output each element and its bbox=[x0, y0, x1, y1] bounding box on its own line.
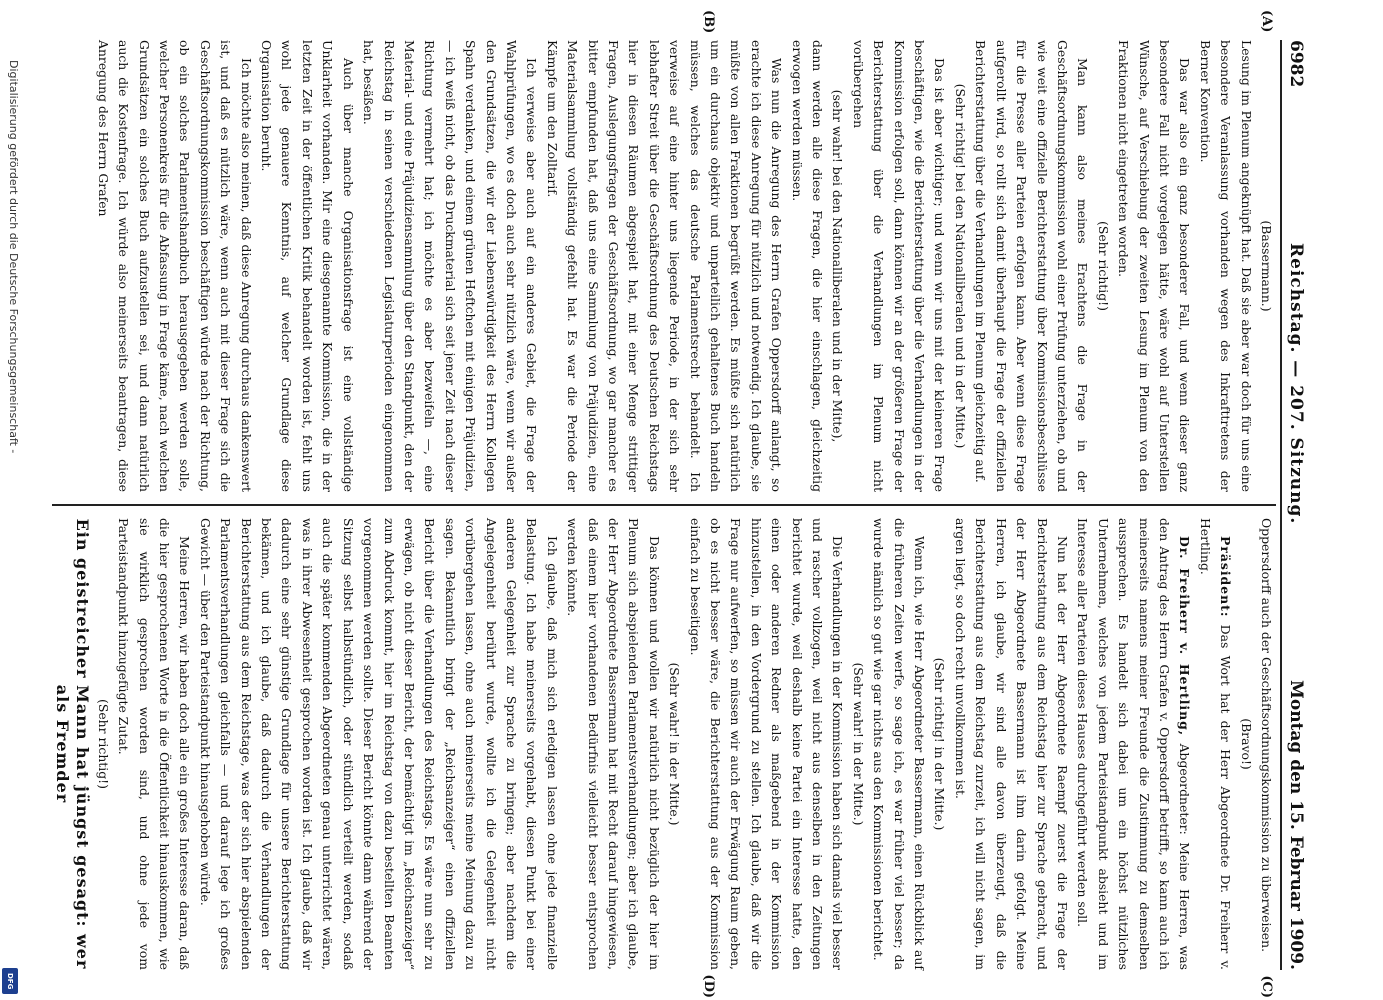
paragraph: Wenn ich, wie Herr Abgeordneter Bassermann, einen Rückblick auf die früheren Zeiten werfe, so sage ich, es war früher viel besser; da wurde nämlich so gut wie gar nichts aus den Kommissionen berichtet. bbox=[871, 518, 928, 970]
paragraph: Ich glaube, daß mich sich erledigen lassen ohne jede finanzielle Belastung. Ich habe meinerseits vorgehabt, diesen Punkt bei einer anderen Gelegenheit zur Sprache zu bringen; aber nachdem die Angelegenheit berührt wurde, wollte ich die Gelegenheit nicht vorübergehen lassen, ohne auch meinerseits meine Meinung dazu zu sagen. Bekanntlich bringt der „Reichsanzeiger“ einen offiziellen Bericht über die Verhandlungen des Reichstags. Es wäre nun sehr zu erwägen, ob nicht dieser Bericht, der bemächtigt im „Reichsanzeiger“ zum Abdruck kommt, hier im Reichstag von dazu bestellten Beamten vorgenommen werden sollte. Dieser Bericht könnte dann während der Sitzung selbst halbstündlich, oder stündlich verteilt werden, sodaß auch die später kommenden Abgeordneten genau unterrichtet wären, was in ihrer Abwesenheit gesprochen worden ist. Ich glaube, daß wir dadurch eine sehr günstige Grundlage für unsere Berichterstattung bekämen, und ich glaube, daß dadurch die Verhandlungen der Berichterstattung aus dem Reichstage, was der sich hier abspielenden Parlamentsverhandlungen gleichfalls — und darauf lege ich großes Gewicht — über den Parteistandpunkt hinausgehoben würde. bbox=[197, 518, 560, 970]
paragraph: Man kann also meines Erachtens die Frage in der Geschäftsordnungskommission wohl einer Prüfung unterziehen, ob und wie weit eine offizielle Berichterstattung über Kommissionsbeschlüsse für die Presse aller Parteien erfolgen kann. Aber wenn diese Frage aufgerollt wird, so rollt sich damit überhaupt die Frage der offiziellen Berichterstattung über die Verhandlungen im Plenum gleichzeitig auf. bbox=[973, 40, 1091, 492]
paragraph: Nun hat der Herr Abgeordnete Raempf zuerst die Frage der Berichterstattung aus dem Reichstag hier zur Sprache gebracht, und der Herr Abgeordnete Bassermann ist ihm darin gefolgt. Meine Herren, ich glaube, wir sind alle davon überzeugt, daß die Berichterstattung aus dem Reichstag zurzeit, ich will nicht sagen, im argen liegt, so doch recht unvollkommen ist. bbox=[952, 518, 1070, 970]
stage-direction: (Bravo!) bbox=[1238, 718, 1254, 770]
stage-direction: (Sehr richtig! bei den Nationalliberalen und in der Mitte.) bbox=[952, 83, 968, 449]
stage-direction: (Sehr richtig!) bbox=[95, 699, 111, 789]
emphasized-line: Ein geistreicher Mann hat jüngst gesagt: wer als Fremder bbox=[53, 518, 93, 970]
speaker-name: Dr. Freiherr v. Hertling, bbox=[1177, 536, 1193, 737]
margin-marker-b: (B) bbox=[701, 10, 716, 34]
stage-direction: (Sehr richtig!) bbox=[1095, 221, 1111, 311]
stage-direction: (sehr wahr! bei den Nationalliberalen und in der Mitte), bbox=[830, 89, 846, 443]
digitization-note bbox=[6, 60, 20, 940]
page-number: 6982 bbox=[1286, 40, 1306, 88]
speaker-paragraph bbox=[1194, 518, 1235, 970]
margin-marker-a: (A) bbox=[1259, 10, 1274, 33]
stage-direction: (Sehr richtig! in der Mitte.) bbox=[932, 657, 948, 831]
text-columns bbox=[52, 10, 1276, 998]
dfg-logo: DFG bbox=[2, 968, 18, 994]
paragraph: Ich verweise aber auch auf ein anderes Gebiet, die Frage der Wahlprüfungen, wo es doch auch sehr nützlich wäre, wenn wir außer den Grundsätzen, die wir der Liebenswürdigkeit des Herrn Kollegen Spahn verdanken, und einem grünen Heftchen mit einigen Präjudizien, — ich weiß nicht, ob das Druckmaterial sich seit jener Zeit nach dieser Richtung vermehrt hat; ich möchte es aber bezweifeln —, eine Material- und eine Präjudiziensammlung über den Standpunkt, den der Reichstag in seinen verschiedenen Legislaturperioden eingenommen hat, besäßen. bbox=[361, 40, 540, 492]
left-column bbox=[52, 40, 1276, 506]
paragraph: Das ist aber wichtiger; und wenn wir uns mit der kleineren Frage beschäftigen, wie die Berichterstattung über die Verhandlungen in der Kommission erfolgen soll, dann können wir an der größeren Frage der Berichterstattung über die Verhandlungen im Plenum nicht vorübergehen bbox=[850, 40, 948, 492]
paragraph: dann werden alle diese Fragen, die hier einschlagen, gleichzeitig erwogen werden müssen. bbox=[789, 40, 826, 492]
speaker-text: Abgeordneter: Meine Herren, was den Antrag des Herrn Grafen v. Oppersdorff betrifft, so kann auch ich meinerseits namens meiner Freunde die Zustimmung zu demselben aussprechen. Es handelt sich dabei um ein höchst nützliches Unternehmen, welches von jedem Parteistandpunkt absieht und im Interesse aller Parteien dieses Hauses durchgeführt werden soll. bbox=[1075, 518, 1193, 970]
speaker-name: Präsident: bbox=[1218, 536, 1234, 618]
paragraph: Auch über manche Organisationsfrage ist eine vollständige Unklarheit vorhanden. Mir eine diesgenannte Kommission, die in der letzten Zeit in der öffentlichen Kritik behandelt worden ist, fehlt uns wohl jede genauere Kenntnis, auf welcher Grundlage diese Organisation beruht. bbox=[259, 40, 356, 492]
paragraph: Was nun die Anregung des Herrn Grafen Oppersdorff anlangt, so erachte ich diese Anregung für nützlich und notwendig. Ich glaube, sie müßte von allen Fraktionen begrüßt werden. Es müßte sich natürlich um ein durchaus objektiv und unparteilich gehaltenes Buch handeln müssen, welches das deutsche Parlamentsrecht behandelt. Ich verweise auf eine hinter uns liegende Periode, in der sich sehr lebhafter Streit über die Geschäftsordnung des Deutschen Reichstags hier in diesen Räumen abgespielt hat, mit einer Menge strittiger Fragen, Auslegungsfragen der Geschäftsordnung, wo gar mancher es bitter empfunden hat, daß uns eine Sammlung von Präjudizien, eine Materialsammlung vollständig gefehlt hat. Es war die Periode der Kämpfe um den Zolltarif. bbox=[544, 40, 785, 492]
paragraph: Lesung im Plenum angeknüpft hat. Daß sie aber war doch für uns eine besondere Veranlassung vorhanden wegen des Inkrafttretens der Berner Konvention. bbox=[1197, 40, 1254, 492]
margin-marker-c: (C) bbox=[1259, 975, 1274, 998]
header-date: Montag den 15. Februar 1909. bbox=[1286, 680, 1306, 970]
paragraph: Die Verhandlungen in der Kommission haben sich damals viel besser und rascher vollzogen, weil nicht aus denselben in den Zeitungen berichtet wurde, weil deshalb keine Partei ein Interesse hatte, den einen oder anderen Redner als maßgebend in der Kommission hinzustellen, in den Vordergrund zu stellen. Ich glaube, daß wir die Frage nur aufwerfen, so müssen wir auch der Erwägung Raum geben, ob es nicht besser wäre, die Berichterstattung aus der Kommission einfach zu beseitigen. bbox=[687, 518, 846, 970]
paragraph: Ich möchte also meinen, daß diese Anregung durchaus dankenswert ist, und daß es nützlich wäre, wenn auch mit dieser Frage sich die Geschäftsordnungskommission beschäftigen würde nach der Richtung, ob ein solches Parlamentshandbuch herausgegeben werden solle, welcher Personenkreis für die Abfassung in Frage käme, nach welchen Grundsätzen ein solches Buch aufzustellen sei, und dann natürlich auch die Kostenfrage. Ich würde also meinerseits beantragen, diese Anregung des Herrn Grafen bbox=[95, 40, 254, 492]
margin-marker-d: (D) bbox=[701, 974, 716, 998]
stage-direction: (Sehr wahr! in der Mitte.) bbox=[667, 662, 683, 826]
stage-direction: (Sehr wahr! in der Mitte.) bbox=[850, 662, 866, 826]
paragraph: Oppersdorff auch der Geschäftsordnungskommission zu überweisen. bbox=[1259, 518, 1274, 953]
paragraph: Meine Herren, wir haben doch alle ein großes Interesse daran, daß die hier gesprochenen Worte in die Öffentlichkeit hinauskommen, wie sie wirklich gesprochen worden sind, und ohne jede vom Parteistandpunkt hinzugefügte Zutat. bbox=[116, 518, 193, 970]
paragraph: Das können und wollen wir natürlich nicht bezüglich der hier im Plenum sich abspielenden Parlamentsverhandlungen; aber ich glaube, der Herr Abgeordnete Bassermann hat mit Recht darauf hingewiesen, daß einem hier vorhandenen Bedürfnis vielleicht besser entsprochen werden könnte. bbox=[565, 518, 662, 970]
page-header bbox=[1280, 40, 1306, 970]
speaker-paragraph bbox=[1072, 518, 1194, 970]
stage-direction: (Bassermann.) bbox=[1259, 220, 1274, 312]
header-title: Reichstag. — 207. Sitzung. bbox=[1286, 243, 1306, 525]
right-column bbox=[52, 506, 1276, 970]
paragraph: Das war also ein ganz besonderer Fall, und wenn dieser ganz besondere Fall nicht vorgelegen hätte, wäre wohl auf Unterstellen Wünsche, auf Verschiebung der zweiten Lesung im Plenum von den Fraktionen nicht eingetreten worden. bbox=[1116, 40, 1193, 492]
speaker-text: Das Wort hat der Herr Abgeordnete Dr. Freiherr v. Hertling. bbox=[1197, 518, 1234, 970]
digitization-note-text: Digitalisierung gefördert durch die Deutsche Forschungsgemeinschaft - bbox=[7, 60, 20, 454]
